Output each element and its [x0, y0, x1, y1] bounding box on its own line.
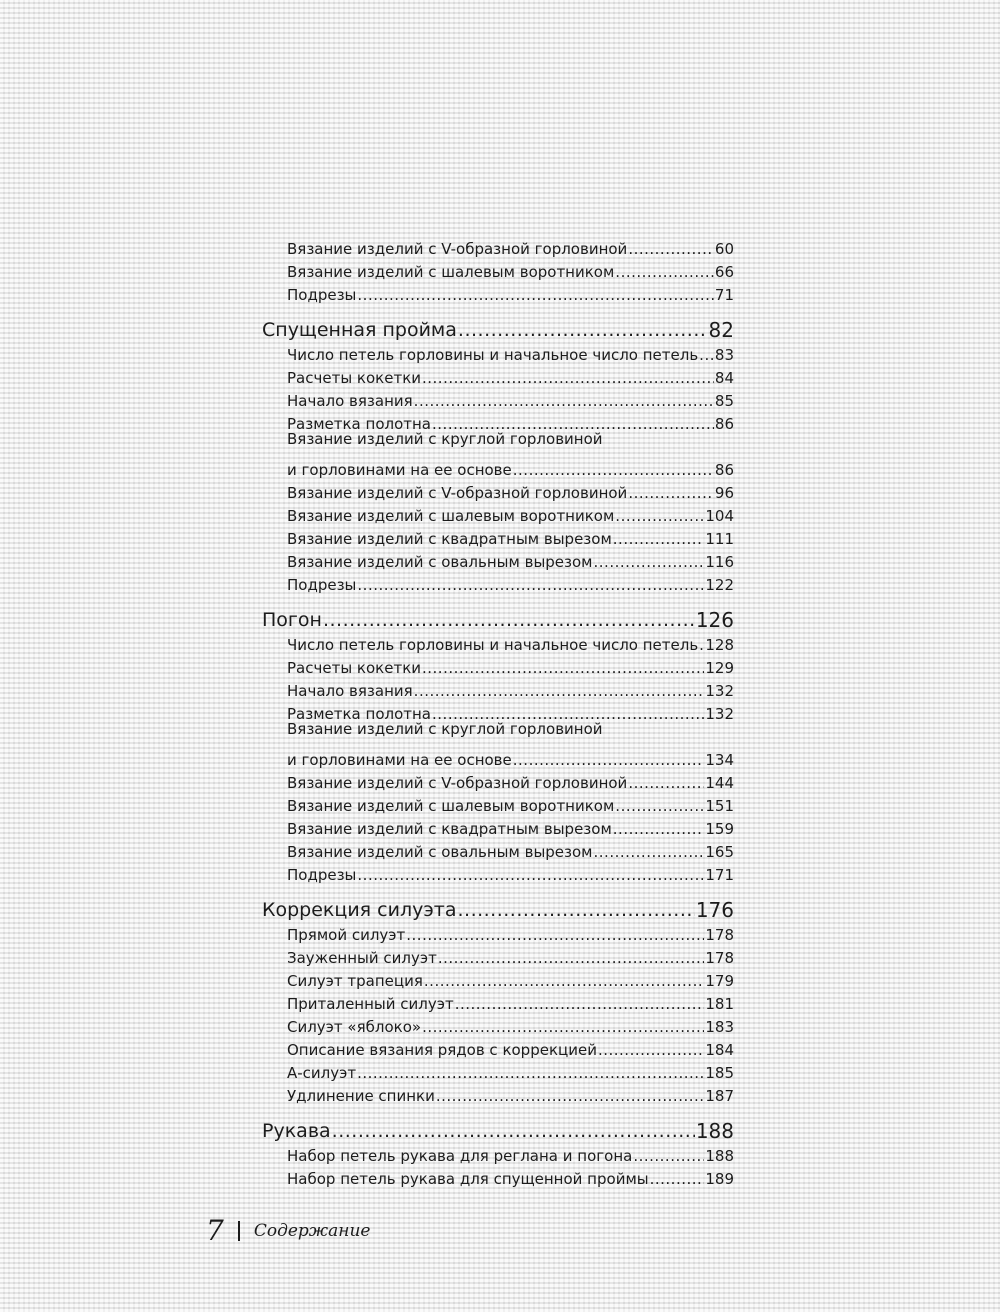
dot-leader	[436, 1089, 705, 1104]
toc-label: Вязание изделий с шалевым воротником	[287, 263, 615, 281]
dot-leader	[594, 845, 705, 860]
dot-leader	[332, 1122, 695, 1141]
toc-label: Набор петель рукава для реглана и погона	[287, 1147, 633, 1165]
toc-page-number: 179	[705, 972, 734, 990]
toc-label: Вязание изделий с овальным вырезом	[287, 843, 593, 861]
toc-chapter	[262, 310, 734, 340]
toc-page-number: 122	[705, 576, 734, 594]
toc-page-number: 96	[714, 484, 734, 502]
dot-leader	[628, 776, 704, 791]
toc-label: Силуэт трапеция	[287, 972, 423, 990]
toc-label: и горловинами на ее основе	[287, 461, 512, 479]
toc-label: Число петель горловины и начальное число петель	[287, 636, 699, 654]
toc-page-number: 116	[705, 553, 734, 571]
dot-leader	[422, 661, 704, 676]
toc-label: Вязание изделий с шалевым воротником	[287, 797, 615, 815]
toc-label: Вязание изделий с V-образной горловиной	[287, 774, 628, 792]
toc-chapter	[262, 1111, 734, 1141]
toc-entry	[262, 989, 734, 1012]
toc-page-number: 188	[695, 1119, 734, 1143]
dot-leader	[357, 868, 704, 883]
toc-label: Спущенная пройма	[262, 319, 457, 341]
toc-label: Описание вязания рядов с коррекцией	[287, 1041, 597, 1059]
toc-page-number: 171	[705, 866, 734, 884]
toc-entry	[262, 340, 734, 363]
page-footer	[206, 1214, 370, 1247]
toc-entry	[262, 860, 734, 883]
dot-leader	[613, 532, 705, 547]
toc-label: Прямой силуэт	[287, 926, 406, 944]
dot-leader	[615, 799, 704, 814]
toc-entry	[262, 363, 734, 386]
toc-label: Вязание изделий с круглой горловиной	[287, 430, 603, 448]
dot-leader	[699, 348, 714, 363]
toc-label: Вязание изделий с шалевым воротником	[287, 507, 615, 525]
dot-leader	[628, 486, 714, 501]
toc-page-number: 104	[705, 507, 734, 525]
toc-entry	[262, 966, 734, 989]
toc-page-number: 151	[705, 797, 734, 815]
toc-page-number: 83	[714, 346, 734, 364]
toc-label: Вязание изделий с квадратным вырезом	[287, 530, 612, 548]
dot-leader	[424, 974, 704, 989]
toc-page-number: 85	[714, 392, 734, 410]
toc-page-number: 181	[705, 995, 734, 1013]
toc-page-number: 165	[705, 843, 734, 861]
toc-label: Разметка полотна	[287, 705, 432, 723]
toc-entry	[262, 524, 734, 547]
toc-entry	[262, 478, 734, 501]
toc-page-number: 188	[705, 1147, 734, 1165]
toc-entry	[262, 943, 734, 966]
toc-label: Вязание изделий с квадратным вырезом	[287, 820, 612, 838]
dot-leader	[357, 578, 704, 593]
toc-label: Начало вязания	[287, 682, 413, 700]
toc-page-number: 189	[705, 1170, 734, 1188]
toc-label: Вязание изделий с овальным вырезом	[287, 553, 593, 571]
dot-leader	[422, 371, 714, 386]
toc-entry	[262, 1058, 734, 1081]
toc-entry	[262, 280, 734, 303]
toc-page-number: 129	[705, 659, 734, 677]
toc-entry	[262, 455, 734, 478]
toc-entry	[262, 570, 734, 593]
toc-page-number: 84	[714, 369, 734, 387]
toc-label: Начало вязания	[287, 392, 413, 410]
toc-chapter	[262, 600, 734, 630]
dot-leader	[598, 1043, 704, 1058]
toc-entry	[262, 791, 734, 814]
toc-page-number: 128	[705, 636, 734, 654]
toc-page-number: 184	[705, 1041, 734, 1059]
toc-entry	[262, 257, 734, 280]
dot-leader	[323, 611, 695, 630]
toc-page-number: 126	[695, 608, 734, 632]
toc-entry	[262, 1141, 734, 1164]
dot-leader	[650, 1172, 705, 1187]
toc-entry	[262, 630, 734, 653]
toc-label: Число петель горловины и начальное число петель	[287, 346, 699, 364]
toc-page-number: 183	[705, 1018, 734, 1036]
toc-page-number: 178	[705, 926, 734, 944]
toc-label: Подрезы	[287, 866, 357, 884]
toc-page-number: 132	[705, 705, 734, 723]
toc-entry	[262, 409, 734, 432]
toc-entry	[262, 234, 734, 257]
toc-label: Зауженный силуэт	[287, 949, 437, 967]
toc-entry	[262, 386, 734, 409]
dot-leader	[414, 684, 705, 699]
dot-leader	[457, 901, 694, 920]
toc-page-number: 66	[714, 263, 734, 281]
dot-leader	[699, 638, 704, 653]
dot-leader	[633, 1149, 704, 1164]
table-of-contents	[262, 234, 734, 1187]
toc-page-number: 159	[705, 820, 734, 838]
toc-page-number: 82	[708, 318, 734, 342]
toc-entry	[262, 1164, 734, 1187]
dot-leader	[455, 997, 705, 1012]
toc-label: Коррекция силуэта	[262, 899, 457, 921]
toc-page-number: 185	[705, 1064, 734, 1082]
toc-entry	[262, 745, 734, 768]
toc-entry	[262, 814, 734, 837]
dot-leader	[594, 555, 705, 570]
dot-leader	[613, 822, 705, 837]
page-number: 7	[206, 1214, 224, 1247]
dot-leader	[513, 463, 714, 478]
toc-label: Погон	[262, 609, 322, 631]
dot-leader	[406, 928, 704, 943]
toc-entry-line	[262, 432, 734, 455]
toc-entry	[262, 768, 734, 791]
toc-entry	[262, 676, 734, 699]
dot-leader	[615, 265, 714, 280]
toc-label: Вязание изделий с V-образной горловиной	[287, 484, 628, 502]
toc-entry	[262, 501, 734, 524]
toc-label: Расчеты кокетки	[287, 659, 421, 677]
toc-label: Набор петель рукава для спущенной проймы	[287, 1170, 649, 1188]
toc-label: Приталенный силуэт	[287, 995, 454, 1013]
toc-page-number: 111	[705, 530, 734, 548]
toc-label: А-силуэт	[287, 1064, 357, 1082]
toc-entry	[262, 547, 734, 570]
toc-page-number: 187	[705, 1087, 734, 1105]
toc-page-number: 134	[705, 751, 734, 769]
toc-label: Рукава	[262, 1120, 331, 1142]
dot-leader	[513, 753, 705, 768]
dot-leader	[357, 288, 714, 303]
footer-divider	[238, 1221, 240, 1241]
toc-label: Подрезы	[287, 286, 357, 304]
toc-entry	[262, 1081, 734, 1104]
toc-label: Разметка полотна	[287, 415, 432, 433]
toc-page-number: 86	[714, 461, 734, 479]
dot-leader	[628, 242, 714, 257]
toc-label: и горловинами на ее основе	[287, 751, 512, 769]
toc-page-number: 71	[714, 286, 734, 304]
dot-leader	[458, 321, 708, 340]
toc-entry	[262, 1035, 734, 1058]
toc-page-number: 86	[714, 415, 734, 433]
toc-page-number: 132	[705, 682, 734, 700]
toc-label: Вязание изделий с V-образной горловиной	[287, 240, 628, 258]
toc-entry-line	[262, 722, 734, 745]
dot-leader	[438, 951, 705, 966]
toc-entry	[262, 837, 734, 860]
toc-chapter	[262, 890, 734, 920]
dot-leader	[357, 1066, 704, 1081]
toc-label: Расчеты кокетки	[287, 369, 421, 387]
toc-entry	[262, 1012, 734, 1035]
toc-label: Подрезы	[287, 576, 357, 594]
toc-page-number: 176	[695, 898, 734, 922]
section-title: Содержание	[253, 1220, 371, 1241]
dot-leader	[422, 1020, 704, 1035]
toc-page-number: 60	[714, 240, 734, 258]
toc-entry	[262, 653, 734, 676]
toc-page-number: 144	[705, 774, 734, 792]
toc-label: Удлинение спинки	[287, 1087, 435, 1105]
toc-label: Силуэт «яблоко»	[287, 1018, 422, 1036]
toc-label: Вязание изделий с круглой горловиной	[287, 720, 603, 738]
toc-page-number: 178	[705, 949, 734, 967]
toc-entry	[262, 699, 734, 722]
dot-leader	[414, 394, 714, 409]
dot-leader	[615, 509, 704, 524]
toc-entry	[262, 920, 734, 943]
